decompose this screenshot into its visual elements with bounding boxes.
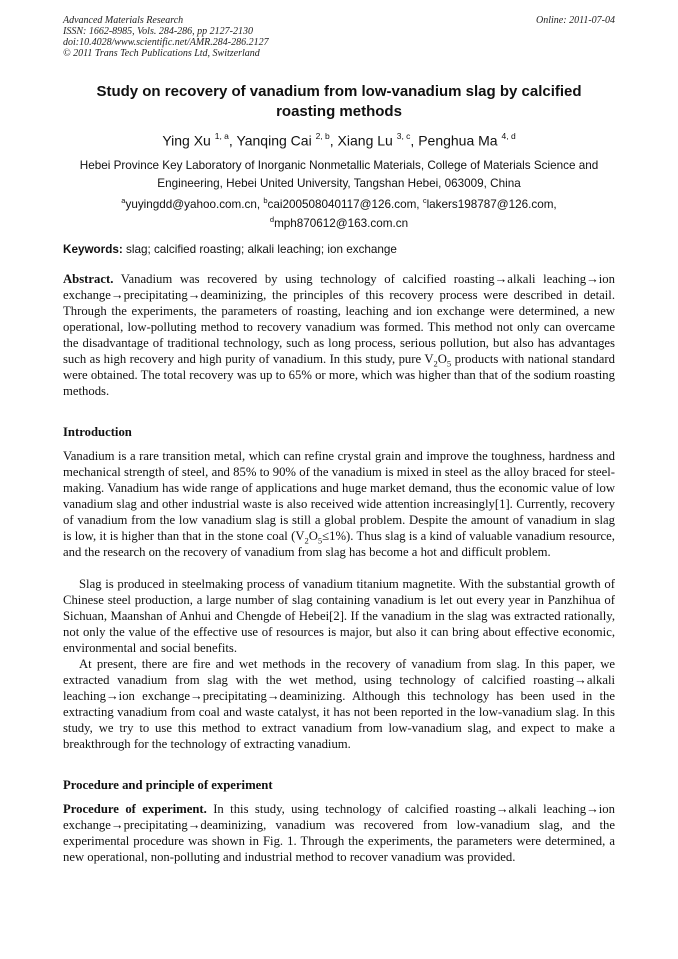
author-name: Ying Xu xyxy=(162,132,211,149)
paragraph-text: O xyxy=(308,529,318,543)
intro-paragraph-1 xyxy=(63,448,615,560)
email-sup: a xyxy=(121,196,126,205)
author-emails xyxy=(63,193,615,231)
email-address[interactable]: mph870612@163.com.cn xyxy=(274,216,409,230)
affiliation-line-2: Engineering, Hebei United University, Tangshan Hebei, 063009, China xyxy=(157,177,521,190)
subscript: 2 xyxy=(433,358,438,369)
online-date: Online: 2011-07-04 xyxy=(536,15,615,26)
intro-paragraph-2: Slag is produced in steelmaking process of vanadium titanium magnetite. With the substantial growth of Chinese steel production, a large number of slag containing vanadium is let out every year in Panzhihua of Sichuan, Maanshan of Anhui and Chengde of Hebei[2]. If the vanadium in the slag was extracted rationally, not only the value of the effective use of resources is major, but also it can bring about effective economic, environmental and social benefits. xyxy=(63,577,615,655)
title-line-1: Study on recovery of vanadium from low-vanadium slag by calcified xyxy=(96,83,582,100)
email-sup: c xyxy=(422,196,427,205)
affiliation xyxy=(63,157,615,193)
journal-header xyxy=(63,15,615,59)
author-affil-sup: 1, a xyxy=(214,131,229,141)
abstract xyxy=(63,271,615,399)
abstract-text: O xyxy=(437,352,447,366)
abstract-text: Vanadium was recovered by using technology of calcified roasting→alkali leaching→ion exchange→precipitating→deaminizing, the principles of this recovery process were described in detail. Through the experiments, the parameters of roasting, leaching and ion exchange were determined, a new operational, low-polluting method to recovery vanadium was formed. This method not only can overcame the disadvantage of traditional technology, such as long process, serious pollution, but also has advantages such as high recovery and high purity of vanadium. In this study, pure V xyxy=(63,272,615,366)
email-address[interactable]: yuyingdd@yahoo.com.cn, xyxy=(125,197,264,211)
paragraph-text: Vanadium is a rare transition metal, which can refine crystal grain and improve the toughness, hardness and mechanical strength of steel, and 85% to 90% of the vanadium is mixed in steel as the alloy braced for steel-making. Vanadium has wide range of applications and huge market demand, thus the economic value of low vanadium slag and other industrial waste is also received wide attention increasingly[1]. Currently, recovery of vanadium from the low vanadium slag is still a global problem. Despite the amount of vanadium in slag is low, it is higher than that in the stone coal (V xyxy=(63,449,615,543)
affiliation-line-1: Hebei Province Key Laboratory of Inorganic Nonmetallic Materials, College of Materials Science and xyxy=(79,159,599,172)
author-list: Ying Xu $^{1, a}$, Yanqing Cai $^{2, b}$, Xiang Lu $^{3, c}$, Penghua Ma $^{4, d}$ xyxy=(162,131,516,149)
subscript: 2 xyxy=(304,535,309,546)
section-heading-procedure: Procedure and principle of experiment xyxy=(63,778,273,792)
journal-name: Advanced Materials Research xyxy=(63,15,184,26)
subscript: 5 xyxy=(446,358,452,369)
keywords-label: Keywords: xyxy=(63,243,123,256)
email-line-2 xyxy=(63,212,615,231)
section-heading-introduction: Introduction xyxy=(63,425,132,439)
procedure-paragraph xyxy=(63,801,615,865)
email-sup: d xyxy=(269,214,275,224)
email-address[interactable]: lakers198787@126.com, xyxy=(426,197,557,211)
copyright-line: © 2011 Trans Tech Publications Ltd, Switzerland xyxy=(63,48,260,59)
author-affil-sup: 3, c xyxy=(396,131,411,141)
doi-line: doi:10.4028/www.scientific.net/AMR.284-286.2127 xyxy=(63,37,269,48)
author-affil-sup: 4, d xyxy=(501,131,516,141)
keywords xyxy=(63,242,615,258)
paragraph-text: ≤1%). Thus slag is a kind of valuable vanadium resource, and the research on the recovery of vanadium from slag has become a hot and difficult problem. xyxy=(63,529,615,559)
paper-title xyxy=(63,82,615,122)
author-affil-sup: 2, b xyxy=(315,131,330,141)
title-line-2: roasting methods xyxy=(276,103,402,120)
issn-line: ISSN: 1662-8985, Vols. 284-286, pp 2127-2130 xyxy=(63,26,253,37)
procedure-label: Procedure of experiment. xyxy=(63,802,207,816)
keywords-text: slag; calcified roasting; alkali leaching; ion exchange xyxy=(122,243,397,256)
email-sup: b xyxy=(263,196,268,205)
author-name: Yanqing Cai xyxy=(236,132,312,149)
abstract-text: products with national standard were obtained. The total recovery was up to 65% or more, which was higher than that of the sodium roasting methods. xyxy=(63,352,615,398)
author-name: Xiang Lu xyxy=(337,132,393,149)
email-address[interactable]: cai200508040117@126.com, xyxy=(267,197,423,211)
paragraph-text: In this study, using technology of calcified roasting→alkali leaching→ion exchange→precipitating→deaminizing, vanadium was recovered from low-vanadium slag, and the experimental procedure was shown in Fig. 1. Through the experiments, the parameters were determined, a new operational, non-polluting and industrial method to recover vanadium was provided. xyxy=(63,802,615,864)
email-line-1 xyxy=(63,193,615,212)
intro-paragraph-3: At present, there are fire and wet methods in the recovery of vanadium from slag. In this paper, we extracted vanadium from slag with the wet method, using technology of calcified roasting→alkali leaching→ion exchange→precipitating→deaminizing. Although this technology has been used in the extracting vanadium from coal and waste catalyst, it has not been reported in the low-vanadium slag. In this study, we try to use this method to extract vanadium from low-vanadium slag, and expect to make a breakthrough for the technology of extracting vanadium. xyxy=(63,657,615,751)
abstract-label: Abstract. xyxy=(63,272,114,286)
author-name: Penghua Ma xyxy=(418,132,498,149)
subscript: 5 xyxy=(317,535,323,546)
